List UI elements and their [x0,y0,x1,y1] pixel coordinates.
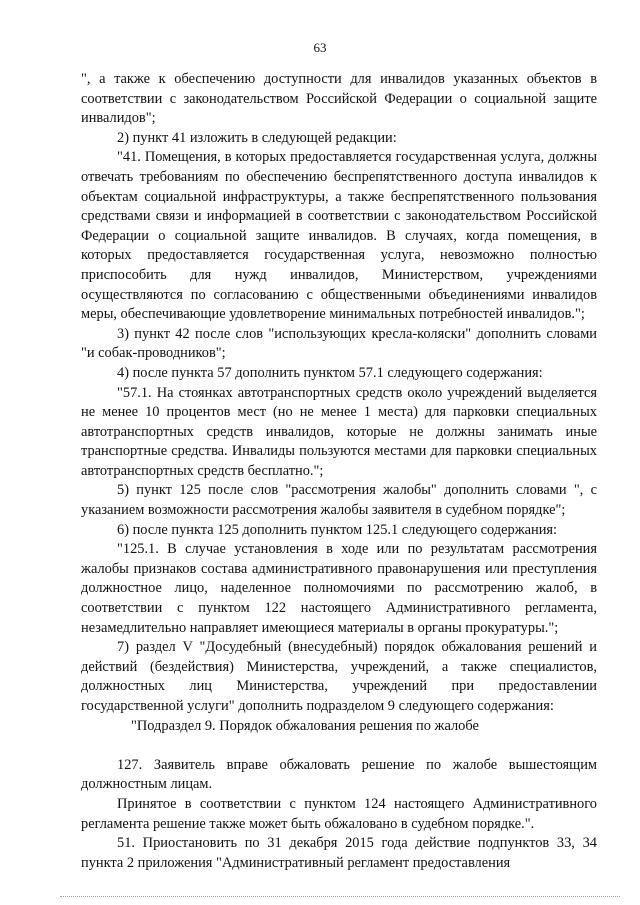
paragraph-clause-125-1: "125.1. В случае установления в ходе или по результатам рассмотрения жалобы признаков состава административного правонарушения или преступления должностное лицо, наделенное полномочиями по рассмотрению жалоб, в соответствии с пунктом 122 настоящего Административного регламента, незамедлительно направляет имеющиеся материалы в органы прокуратуры."; [81,541,597,636]
paragraph-clause-127-cont: Принятое в соответствии с пунктом 124 настоящего Административного регламента решение также может быть обжаловано в судебном порядке.". [81,795,597,832]
paragraph-item-51: 51. Приостановить по 31 декабря 2015 года действие подпунктов 33, 34 пункта 2 приложения "Административный регламент предоставления [81,835,597,871]
paragraph-item-2: 2) пункт 41 изложить в следующей редакции: [117,129,397,146]
paragraph-continuation: ", а также к обеспечению доступности для инвалидов указанных объектов в соответствии с законодательством Российской Федерации о социальной защите инвалидов"; [81,71,597,127]
document-body [81,70,597,873]
paragraph-clause-127: 127. Заявитель вправе обжаловать решение по жалобе вышестоящим должностным лицам. [81,756,597,793]
page-number: 63 [313,40,327,55]
paragraph-clause-57-1: "57.1. На стоянках автотранспортных средств около учреждений выделяется не менее 10 процентов мест (но не менее 1 места) для парковки специальных автотранспортных средств инвалидов, которые не должны занимать иные транспортные средства. Инвалиды пользуются местами для парковки специальных автотранспортных средств бесплатно."; [81,384,597,479]
bottom-divider [60,896,620,897]
paragraph-clause-41: "41. Помещения, в которых предоставляется государственная услуга, должны отвечать требованиям по обеспечению беспрепятственного доступа инвалидов к объектам социальной инфраструктуры, а также беспрепятственного пользования средствами связи и информацией в соответствии с законодательством Российской Федерации о социальной защите инвалидов. В случаях, когда помещения, в которых предоставляется государственная услуга, невозможно полностью приспособить для нужд инвалидов, Министерством, учреждениями осуществляются по согласованию с общественными объединениями инвалидов меры, обеспечивающие удовлетворение минимальных потребностей инвалидов."; [81,149,597,323]
paragraph-item-7: 7) раздел V "Досудебный (внесудебный) порядок обжалования решений и действий (бездействия) Министерства, учреждений, а также специалистов, должностных лиц Министерства, учреждений при предоставлении государственной услуги" дополнить подразделом 9 следующего содержания: [81,639,597,714]
paragraph-item-4: 4) после пункта 57 дополнить пунктом 57.1 следующего содержания: [117,364,543,381]
paragraph-item-6: 6) после пункта 125 дополнить пунктом 125.1 следующего содержания: [117,521,558,538]
paragraph-item-5: 5) пункт 125 после слов "рассмотрения жалобы" дополнить словами ", с указанием возможности рассмотрения жалобы заявителя в судебном порядке"; [81,482,597,519]
paragraph-item-3: 3) пункт 42 после слов "использующих кресла-коляски" дополнить словами "и собак-проводников"; [81,325,597,362]
subsection-heading: "Подраздел 9. Порядок обжалования решения по жалобе [131,717,479,734]
